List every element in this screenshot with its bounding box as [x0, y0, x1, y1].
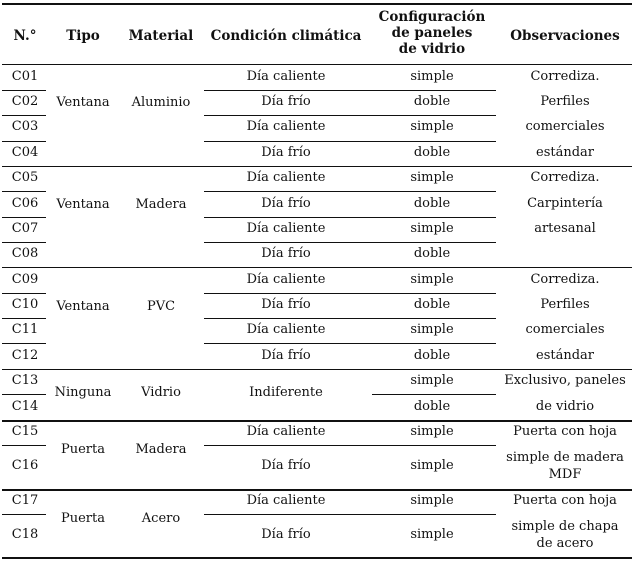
top-rule [2, 3, 632, 5]
group-rule [2, 166, 632, 167]
row-id: C18 [11, 527, 39, 542]
row-rule [204, 343, 496, 344]
group-obs-line: Corrediza. [530, 69, 600, 84]
row-config: simple [410, 493, 454, 508]
header-config-line1: Configuración [378, 9, 486, 25]
group-obs-line: Exclusivo, paneles [504, 373, 626, 388]
row-config: doble [413, 145, 451, 160]
row-rule [2, 394, 46, 395]
row-rule [204, 293, 496, 294]
row-id: C01 [11, 69, 39, 84]
row-config: simple [410, 221, 454, 236]
row-config: simple [410, 272, 454, 287]
group-obs-line: Corrediza. [530, 272, 600, 287]
header-config-line3: de vidrio [398, 41, 466, 57]
group-obs-line: comerciales [525, 322, 605, 337]
row-condicion: Día frío [261, 145, 311, 160]
group-tipo: Ventana [56, 95, 110, 110]
row-condicion: Día caliente [246, 424, 326, 439]
group-material: Vidrio [141, 385, 181, 400]
row-rule [2, 293, 46, 294]
row-config: simple [410, 322, 454, 337]
group-rule [2, 369, 632, 370]
row-rule [2, 343, 46, 344]
row-config: simple [410, 69, 454, 84]
row-config: simple [410, 170, 454, 185]
group-tipo: Puerta [60, 442, 105, 457]
row-condicion: Día frío [261, 458, 311, 473]
row-condicion: Día caliente [246, 119, 326, 134]
row-id: C02 [11, 94, 39, 109]
row-condicion: Día frío [261, 196, 311, 211]
row-config: simple [410, 119, 454, 134]
group-obs-line: simple de madera [506, 450, 624, 465]
header-config-line2: de paneles [391, 25, 473, 41]
header-num: N.° [13, 28, 37, 44]
row-rule [204, 445, 496, 446]
row-condicion: Día caliente [246, 272, 326, 287]
row-config: simple [410, 458, 454, 473]
row-id: C04 [11, 145, 39, 160]
row-rule [2, 217, 46, 218]
row-id: C03 [11, 119, 39, 134]
row-id: C11 [11, 322, 39, 337]
row-condicion: Día frío [261, 246, 311, 261]
row-id: C09 [11, 272, 39, 287]
row-rule [2, 115, 46, 116]
header-condicion: Condición climática [210, 28, 362, 44]
row-config: doble [413, 246, 451, 261]
row-condicion: Día caliente [246, 493, 326, 508]
group-obs-line: Perfiles [540, 94, 590, 109]
row-rule [2, 141, 46, 142]
group-obs-line: Corrediza. [530, 170, 600, 185]
row-config: doble [413, 348, 451, 363]
group-obs-line: MDF [548, 467, 582, 482]
row-config: simple [410, 527, 454, 542]
row-rule [2, 514, 46, 515]
row-id: C17 [11, 493, 39, 508]
row-condicion: Día caliente [246, 221, 326, 236]
row-config: simple [410, 373, 454, 388]
row-rule [2, 191, 46, 192]
group-material: Aluminio [131, 95, 191, 110]
group-tipo: Ventana [56, 299, 110, 314]
row-rule [204, 90, 496, 91]
row-id: C06 [11, 196, 39, 211]
row-config: simple [410, 424, 454, 439]
row-condicion: Día caliente [246, 170, 326, 185]
group-obs-line: artesanal [534, 221, 596, 236]
row-id: C07 [11, 221, 39, 236]
group-material: Madera [135, 442, 187, 457]
row-id: C14 [11, 399, 39, 414]
row-id: C05 [11, 170, 39, 185]
row-condicion: Día frío [261, 94, 311, 109]
group-material: PVC [146, 299, 176, 314]
row-config: doble [413, 196, 451, 211]
row-rule [204, 514, 496, 515]
header-tipo: Tipo [66, 28, 100, 44]
row-rule [2, 242, 46, 243]
row-rule [2, 445, 46, 446]
group-obs-line: Carpintería [527, 196, 603, 211]
row-condicion: Día frío [261, 297, 311, 312]
row-rule [372, 394, 496, 395]
header-rule [2, 64, 632, 65]
group-obs-line: de acero [536, 536, 594, 551]
row-condicion: Día frío [261, 348, 311, 363]
row-condicion: Día caliente [246, 69, 326, 84]
group-obs-line: de vidrio [535, 399, 595, 414]
group-obs-line: estándar [536, 145, 594, 160]
bottom-rule [2, 557, 632, 559]
row-rule [204, 141, 496, 142]
group-tipo: Ventana [56, 197, 110, 212]
row-id: C10 [11, 297, 39, 312]
row-rule [204, 318, 496, 319]
group-material: Acero [141, 511, 181, 526]
group-tipo: Puerta [60, 511, 105, 526]
row-id: C16 [11, 458, 39, 473]
row-config: doble [413, 94, 451, 109]
group-rule [2, 420, 632, 422]
group-obs-line: comerciales [525, 119, 605, 134]
row-rule [204, 191, 496, 192]
group-obs-line: Puerta con hoja [513, 424, 617, 439]
row-rule [2, 318, 46, 319]
row-id: C08 [11, 246, 39, 261]
group-obs-line: simple de chapa [511, 519, 619, 534]
group-obs-line: Puerta con hoja [513, 493, 617, 508]
group-tipo: Ninguna [54, 385, 112, 400]
row-rule [2, 90, 46, 91]
row-rule [204, 217, 496, 218]
row-id: C15 [11, 424, 39, 439]
row-condicion: Indiferente [249, 385, 323, 400]
group-rule [2, 489, 632, 491]
group-rule [2, 267, 632, 268]
group-material: Madera [135, 197, 187, 212]
row-config: doble [413, 297, 451, 312]
row-id: C12 [11, 348, 39, 363]
header-material: Material [128, 28, 194, 44]
row-condicion: Día caliente [246, 322, 326, 337]
row-id: C13 [11, 373, 39, 388]
row-rule [204, 115, 496, 116]
header-observaciones: Observaciones [510, 28, 620, 44]
row-config: doble [413, 399, 451, 414]
group-obs-line: estándar [536, 348, 594, 363]
row-condicion: Día frío [261, 527, 311, 542]
group-obs-line: Perfiles [540, 297, 590, 312]
row-rule [204, 242, 496, 243]
